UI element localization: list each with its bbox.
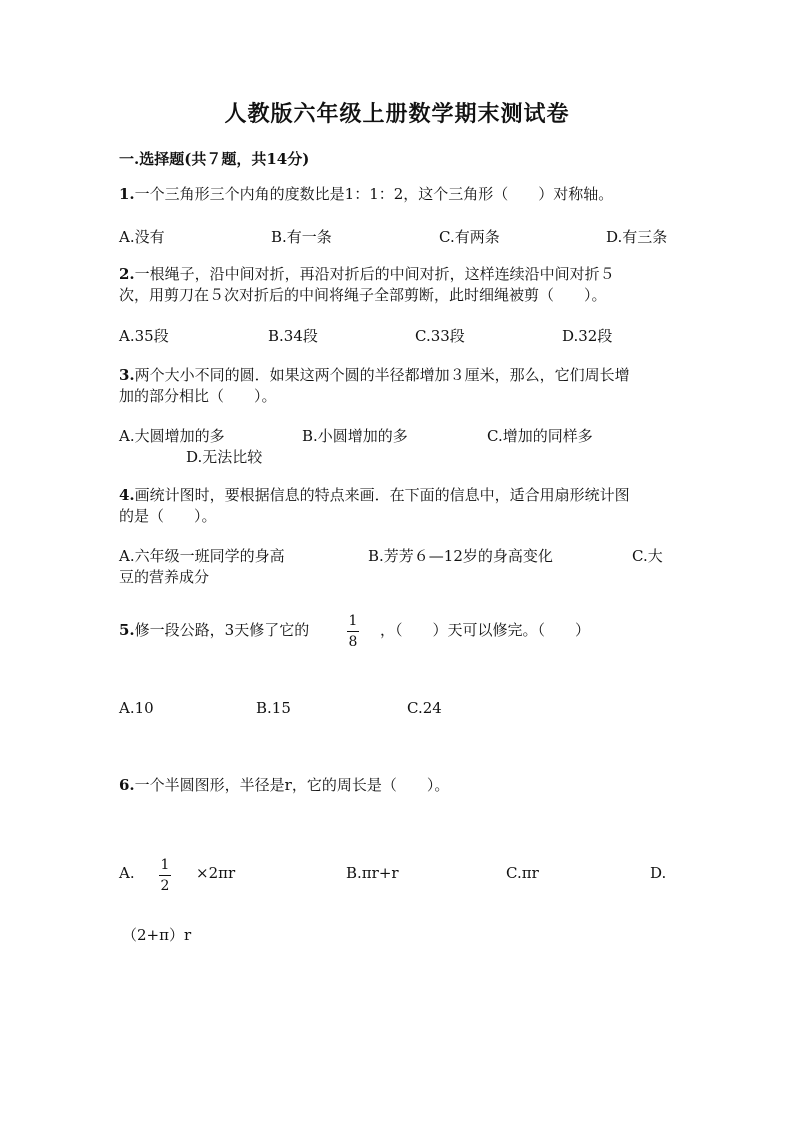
question-text-rest: ，（ ）天可以修完。（ ） — [380, 621, 591, 639]
option-d-continued: （2+π）r — [122, 926, 192, 944]
option-b[interactable]: B.34段 — [268, 327, 318, 345]
question-text-line2: 次，用剪刀在５次对折后的中间将绳子全部剪断，此时细绳被剪（ ）。 — [119, 286, 607, 304]
section-heading: 一.选择题(共７题，共14分) — [119, 150, 310, 168]
question-text-line2: 加的部分相比（ ）。 — [119, 387, 277, 405]
question-number: 1. — [119, 185, 135, 203]
question-1 — [119, 184, 679, 205]
option-b[interactable]: B.芳芳６—12岁的身高变化 — [368, 547, 553, 565]
fraction-numerator: 1 — [160, 857, 170, 873]
option-a[interactable]: A.35段 — [119, 327, 169, 345]
fraction-one-eighth — [347, 613, 359, 650]
option-a[interactable]: A.六年级一班同学的身高 — [119, 547, 285, 565]
option-a[interactable]: A.10 — [119, 699, 154, 717]
option-c[interactable]: C.πr — [506, 864, 539, 882]
option-a-text: ×2πr — [196, 864, 236, 882]
option-c[interactable]: C.24 — [407, 699, 442, 717]
option-c[interactable]: C.33段 — [415, 327, 465, 345]
question-text-line2: 的是（ ）。 — [119, 507, 217, 525]
page-title: 人教版六年级上册数学期末测试卷 — [224, 101, 570, 127]
question-6 — [119, 774, 449, 795]
question-text: 一个三角形三个内角的度数比是1：1：2，这个三角形（ ）对称轴。 — [134, 185, 614, 203]
question-number: 4. — [119, 486, 135, 504]
question-text: 修一段公路，3天修了它的 — [134, 621, 310, 639]
fraction-denominator: 2 — [160, 878, 170, 894]
fraction-numerator: 1 — [348, 613, 358, 629]
question-4 — [119, 485, 679, 527]
option-d[interactable]: D.32段 — [562, 327, 613, 345]
question-text-line1: 两个大小不同的圆．如果这两个圆的半径都增加３厘米，那么，它们周长增 — [134, 366, 630, 384]
option-a[interactable]: A.大圆增加的多 — [119, 427, 225, 445]
question-number: 5. — [119, 621, 135, 639]
option-d[interactable]: D. — [650, 864, 667, 882]
question-number: 6. — [119, 776, 135, 794]
question-text-line1: 画统计图时，要根据信息的特点来画．在下面的信息中，适合用扇形统计图 — [134, 486, 630, 504]
option-b[interactable]: B.15 — [256, 699, 291, 717]
option-b[interactable]: B.πr+r — [346, 864, 399, 882]
option-a[interactable]: A.没有 — [119, 228, 165, 246]
option-b[interactable]: B.小圆增加的多 — [302, 427, 408, 445]
option-d[interactable]: D.有三条 — [606, 228, 668, 246]
question-5 — [119, 619, 309, 640]
fraction-denominator: 8 — [348, 634, 358, 650]
option-c[interactable]: C.有两条 — [439, 228, 500, 246]
question-number: 3. — [119, 366, 135, 384]
option-d[interactable]: D.无法比较 — [186, 448, 263, 466]
option-c[interactable]: C.大 — [632, 547, 663, 565]
option-a[interactable]: A. — [119, 864, 135, 882]
question-3 — [119, 365, 679, 407]
fraction-bar — [159, 875, 171, 876]
option-c-continued: 豆的营养成分 — [119, 568, 210, 586]
option-b[interactable]: B.有一条 — [271, 228, 332, 246]
fraction-bar — [347, 631, 359, 632]
question-text: 一个半圆图形，半径是r，它的周长是（ ）。 — [134, 776, 450, 794]
question-2 — [119, 264, 679, 306]
question-number: 2. — [119, 265, 135, 283]
question-text-line1: 一根绳子，沿中间对折，再沿对折后的中间对折，这样连续沿中间对折５ — [134, 265, 615, 283]
fraction-one-half — [159, 857, 171, 894]
option-c[interactable]: C.增加的同样多 — [487, 427, 593, 445]
